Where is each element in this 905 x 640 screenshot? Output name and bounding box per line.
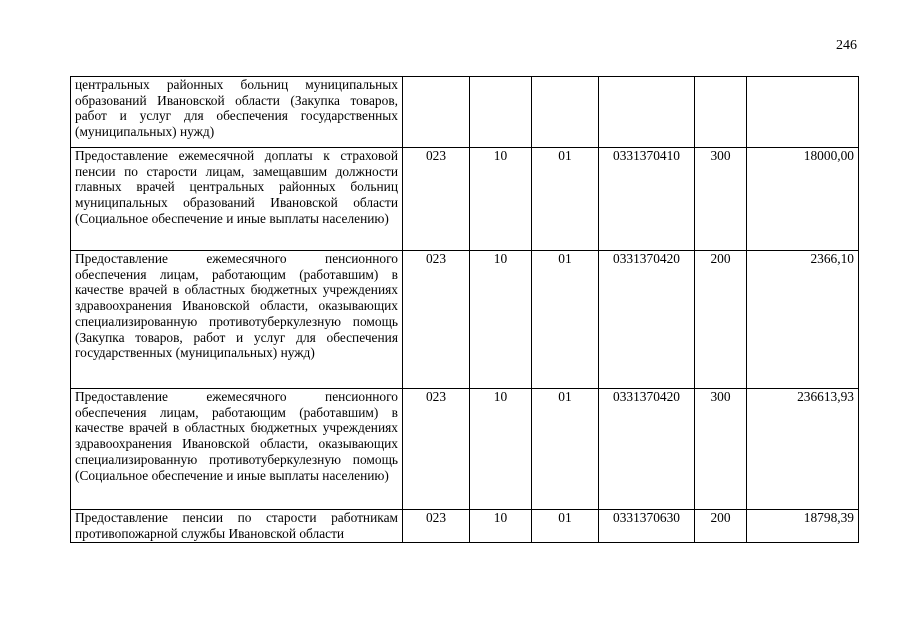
section-code (470, 77, 532, 148)
budget-table (70, 76, 859, 543)
section-code: 10 (470, 389, 532, 510)
section-code: 10 (470, 510, 532, 543)
row-description: Предоставление ежемесячного пенсионного обеспечения лицам, работающим (работавшим) в качестве врачей в областных бюджетных учреждениях здравоохранения Ивановской области, оказывающих специализированную противотуберкулезную помощь (Социальное обеспечение и иные выплаты населению) (71, 389, 403, 510)
expense-type-code: 200 (695, 251, 747, 389)
subsection-code: 01 (532, 251, 599, 389)
subsection-code: 01 (532, 510, 599, 543)
row-description: Предоставление ежемесячной доплаты к страховой пенсии по старости лицам, замещавшим должности главных врачей центральных районных больниц муниципальных образований Ивановской области (Социальное обеспечение и иные выплаты населению) (71, 148, 403, 251)
amount: 18000,00 (747, 148, 859, 251)
table-row (71, 389, 859, 510)
subsection-code: 01 (532, 389, 599, 510)
target-article-code: 0331370630 (599, 510, 695, 543)
ministry-code: 023 (403, 510, 470, 543)
table-row (71, 148, 859, 251)
ministry-code: 023 (403, 251, 470, 389)
target-article-code: 0331370420 (599, 251, 695, 389)
table-row (71, 251, 859, 389)
target-article-code (599, 77, 695, 148)
row-description: центральных районных больниц муниципальных образований Ивановской области (Закупка товаров, работ и услуг для обеспечения государственных (муниципальных) нужд) (71, 77, 403, 148)
row-description-text: Предоставление пенсии по старости работникам противопожарной службы Ивановской области (75, 510, 398, 541)
row-description (71, 510, 403, 543)
amount: 2366,10 (747, 251, 859, 389)
amount: 18798,39 (747, 510, 859, 543)
expense-type-code: 300 (695, 148, 747, 251)
amount: 236613,93 (747, 389, 859, 510)
section-code: 10 (470, 251, 532, 389)
table-row (71, 510, 859, 543)
expense-type-code: 200 (695, 510, 747, 543)
page-number: 246 (836, 38, 857, 53)
section-code: 10 (470, 148, 532, 251)
target-article-code: 0331370410 (599, 148, 695, 251)
expense-type-code (695, 77, 747, 148)
ministry-code: 023 (403, 148, 470, 251)
subsection-code (532, 77, 599, 148)
amount (747, 77, 859, 148)
target-article-code: 0331370420 (599, 389, 695, 510)
subsection-code: 01 (532, 148, 599, 251)
ministry-code (403, 77, 470, 148)
expense-type-code: 300 (695, 389, 747, 510)
ministry-code: 023 (403, 389, 470, 510)
row-description: Предоставление ежемесячного пенсионного обеспечения лицам, работающим (работавшим) в качестве врачей в областных бюджетных учреждениях здравоохранения Ивановской области, оказывающих специализированную противотуберкулезную помощь (Закупка товаров, работ и услуг для обеспечения государственных (муниципальных) нужд) (71, 251, 403, 389)
table-row (71, 77, 859, 148)
